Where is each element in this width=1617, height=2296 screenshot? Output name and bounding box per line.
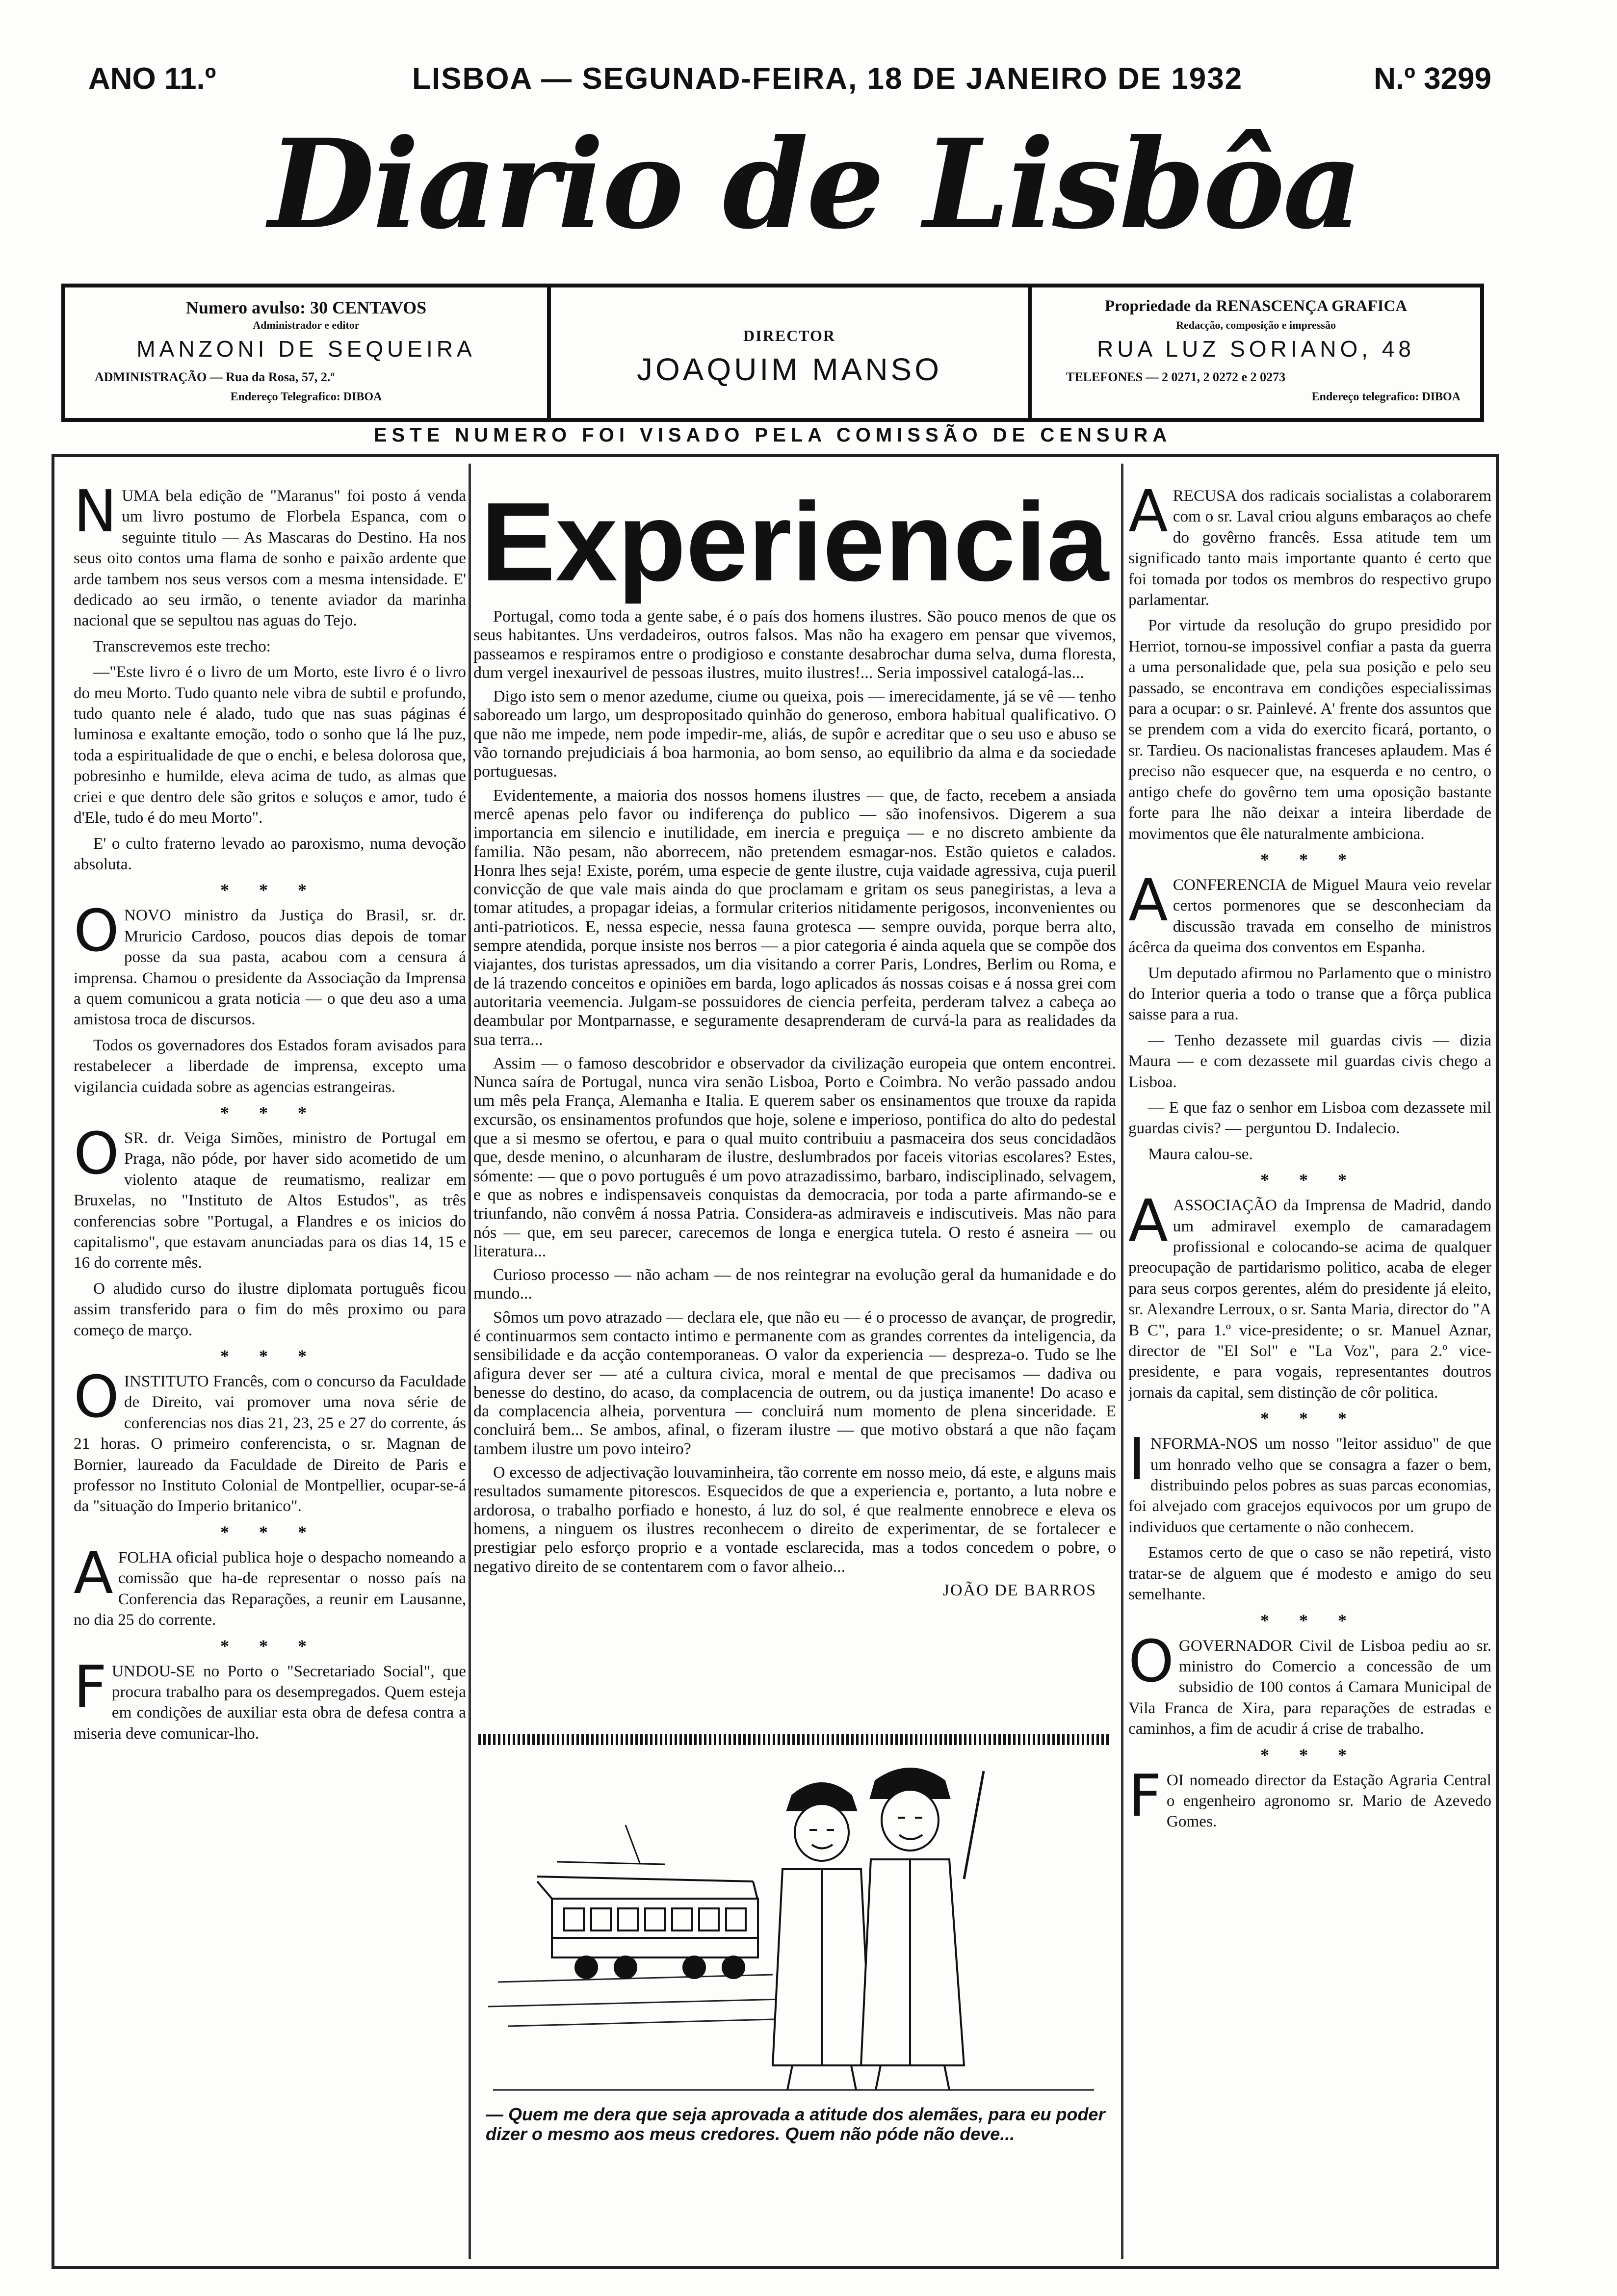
masthead-title: Diario de Lisbôa — [268, 112, 1361, 256]
cartoon-caption: — Quem me dera que seja aprovada a atitude dos alemães, para eu poder dizer o mesmo aos meus credores. Quem não póde não deve... — [486, 2104, 1105, 2144]
paragraph-text: Maura calou-se. — [1148, 1145, 1253, 1163]
administrator-role: Administrador e editor — [253, 319, 360, 331]
news-paragraph — [1128, 1097, 1491, 1139]
news-paragraph — [1128, 1761, 1491, 1832]
administration-address: ADMINISTRAÇÃO — Rua da Rosa, 57, 2.º — [95, 370, 335, 384]
info-left-panel — [65, 287, 551, 418]
editorial-paragraph: Digo isto sem o menor azedume, ciume ou queixa, pois — imerecidamente, já se vê — tenho saboreado um largo, um despropositado quinhão do generoso, embora habitual qualificativo. O que não me impede, nem pode impedir-me, aliás, de supôr e acreditar que o seu uso e abuso se vão tornando prejudiciais á boa harmonia, ao bom senso, ao equilibrio da alma e da sociedade portuguesas. — [473, 687, 1116, 781]
issue-number: N.º 3299 — [1374, 62, 1491, 96]
paragraph-text: OI nomeado director da Estação Agraria Central o engenheiro agronomo sr. Mario de Azevedo Gomes. — [1166, 1771, 1491, 1831]
section-separator: * * * — [220, 1636, 319, 1656]
section-separator: * * * — [1260, 849, 1359, 869]
paragraph-text: UMA bela edição de "Maranus" foi posto á venda um livro postumo de Florbela Espanca, com o seguinte titulo — As Mascaras do Destino. Ha nos seus oito contos uma flama de sonho e paixão ardente que arde tambem nos seus versos com a mesma intensidade. E' dedicado ao seu irmão, o tenente aviador da marinha nacional que se sepultou nas aguas do Tejo. — [74, 487, 466, 630]
drop-cap: A — [1128, 866, 1168, 934]
paragraph-text: GOVERNADOR Civil de Lisboa pediu ao sr. ministro do Comercio a concessão de um subsidio de 100 contos á Camara Municipal de Vila Franca de Xira, para reparações de estradas e caminhos, a fim de acudir á crise de trabalho. — [1128, 1636, 1491, 1738]
editorial-paragraph: Curioso processo — não acham — de nos reintegrar na evolução geral da humanidade e do mundo... — [473, 1266, 1116, 1303]
info-right-panel — [1032, 287, 1480, 418]
info-bar — [61, 284, 1484, 422]
paragraph-text: Todos os governadores dos Estados foram avisados para restabelecer a liberdade de imprensa, excepto uma vigilancia cuidada sobre as agencias estrangeiras. — [74, 1036, 466, 1096]
section-separator: * * * — [220, 1102, 319, 1122]
paragraph-text: ASSOCIAÇÃO da Imprensa de Madrid, dando um admiravel exemplo de camaradagem profissional e colocando-se acima de qualquer preocupação de partidarismo politico, acaba de eleger para seus corpos gerentes, além do presidente já eleito, sr. Alexandre Lerroux, o sr. Santa Maria, director do "A B C", para 1.º vice-presidente; o sr. Manuel Aznar, director de "El Sol" e "La Voz", para 2.º vice-presidente, e para vogais, representantes doutros jornais da capital, sem distinção de côr politica. — [1128, 1196, 1491, 1402]
news-paragraph — [1128, 1627, 1491, 1740]
paragraph-text: NFORMA-NOS um nosso "leitor assiduo" de que um honrado velho que se consagra a fazer o bem, distribuindo pelos pobres as suas parcas economias, foi alvejado com gracejos equivocos por um grupo de individuos que certamente o não conhecem. — [1128, 1435, 1491, 1536]
paragraph-text: E' o culto fraterno levado ao paroxismo, numa devoção absoluta. — [74, 834, 466, 873]
paragraph-text: CONFERENCIA de Miguel Maura veio revelar certos pormenores que se desconheciam da discussão travada em conselho de ministros ácêrca da queima dos conventos em Espanha. — [1128, 875, 1491, 957]
section-separator: * * * — [220, 1346, 319, 1366]
news-paragraph — [1128, 615, 1491, 844]
top-dateline-bar — [88, 61, 1491, 101]
editorial-headline: Experiencia — [480, 486, 1109, 604]
drop-cap: A — [1128, 1187, 1168, 1255]
news-paragraph — [74, 1652, 466, 1745]
section-separator: * * * — [1260, 1745, 1359, 1765]
drop-cap: A — [1128, 486, 1168, 545]
figure-right-man — [861, 1769, 984, 2090]
drop-cap: O — [74, 1119, 119, 1187]
section-separator: * * * — [220, 880, 319, 900]
editorial-paragraph: Evidentemente, a maioria dos nossos homens ilustres — que, de facto, recebem a ansiada mercê apenas pelo favor ou indiferença do publico — são inofensivos. Digerem a sua importancia em silencio e inutilidade, em inercia e preguiça — e no discreto ambiente da familia. Não pesam, não aborrecem, não pretendem esmagar-nos. Estão quietos e calados. Honra lhes seja! Existe, porém, uma especie de gente ilustre, cuja vaidade agressiva, cuja pueril convicção de que vale mais ainda do que proclamam e gritam os seus panegiristas, a leva a tomar atitudes, a propagar ideias, a formular criterios nitidamente perigosos, inconvenientes ou anti-patrioticos. E, nessa especie, nessa fauna grotesca — sempre ouvida, porque berra alto, sempre atendida, porque insiste nos berros — a pior categoria é ainda aquela que se compõe dos viajantes, dos turistas apressados, um dia visitando a correr Paris, Londres, Berlim ou Roma, e de lá trazendo conceitos e opiniões em barda, logo aplicados ás nossas coisas e á nossa grei com autoritaria veemencia. Julgam-se possuidores de ciencia perfeita, perderam talvez a cabeça ao deambular por Montparnasse, e seguramente desaprenderam de curvá-la para as realidades da sua terra... — [473, 786, 1116, 1049]
section-separator: * * * — [220, 1522, 319, 1542]
news-paragraph — [74, 1035, 466, 1097]
editorial-column — [473, 486, 1116, 1727]
column-rule-left — [469, 464, 471, 2259]
telegraph-address-left: Endereço Telegrafico: DIBOA — [230, 391, 382, 403]
paragraph-text: Transcrevemos este trecho: — [93, 637, 271, 655]
paragraph-text: FOLHA oficial publica hoje o despacho nomeando a comissão que ha-de representar o nosso país na Conferencia das Reparações, a reunir em Lausanne, no dia 25 do corrente. — [74, 1548, 466, 1629]
column-rule-right — [1121, 464, 1123, 2259]
news-paragraph — [1128, 1144, 1491, 1165]
news-paragraph — [74, 1363, 466, 1517]
cartoon-illustration — [478, 1751, 1109, 2095]
editorial-signature: JOÃO DE BARROS — [942, 1581, 1096, 1599]
news-paragraph — [1128, 866, 1491, 958]
news-paragraph — [1128, 1187, 1491, 1403]
news-paragraph — [1128, 1030, 1491, 1093]
editorial-body — [473, 607, 1116, 1576]
news-paragraph — [74, 1539, 466, 1631]
drop-cap: F — [74, 1652, 107, 1721]
paragraph-text: RECUSA dos radicais socialistas a colaborarem com o sr. Laval criou alguns embaraços ao chefe do govêrno francês. Essa atitude tem um significado tanto mais importante quanto é certo que foi tomada por todos os membros do respectivo grupo parlamentar. — [1128, 487, 1491, 609]
news-paragraph — [74, 897, 466, 1030]
phone-numbers: TELEFONES — 2 0271, 2 0272 e 2 0273 — [1066, 370, 1286, 384]
paragraph-text: O aludido curso do ilustre diplomata português ficou assim transferido para o fim do mês proximo ou para começo de março. — [74, 1279, 466, 1339]
news-paragraph — [1128, 963, 1491, 1025]
news-paragraph — [1128, 1425, 1491, 1538]
news-paragraph — [1128, 1542, 1491, 1605]
drop-cap: O — [74, 897, 119, 965]
news-paragraph — [1128, 486, 1491, 610]
editorial-paragraph: Assim — o famoso descobridor e observador da civilização europeia que ontem encontrei. Nunca saíra de Portugal, nunca vira senão Lisboa, Porto e Coimbra. No verão passado andou um mês pela França, Alemanha e Italia. E querem saber os ensinamentos que trouxe da rapida excursão, os ensinamentos profundos que hoje, solene e imperioso, pontifica do alto do pedestal que a si mesmo se ofertou, e para o qual muito contribuiu a pasmaceira dos seus concidadãos que, desde menino, o alcunharam de ilustre, deslumbrados por faceis vitorias escolares? Estes, sómente: — que o povo português é um povo atrazadissimo, barbaro, indisciplinado, selvagem, e que as nobres e indispensaveis conquistas da democracia, por toda a parte afirmando-se e triunfando, não convêm á nossa Patria. Considera-as admiraveis e indiscutiveis. Mas não para nós — que, em seu parecer, carecemos de longa e energica tutela. O resto é asneira — ou literatura... — [473, 1054, 1116, 1260]
editorial-paragraph: O excesso de adjectivação louvaminheira, tão corrente em nosso meio, dá este, e alguns mais resultados sumamente pitorescos. Esquecidos de que a experiencia e, portanto, a luta nobre e ardorosa, o trabalho porfiado e honesto, á luz do sol, é que realmente ennobrece e eleva os homens, a ninguem os ilustres reconhecem o direito de experimentar, de se fortalecer e prestigiar pelo esforço proprio e a vontade esclarecida, mas a todos concedem o pobre, o negativo direito de se contentarem com o favor alheio... — [473, 1463, 1116, 1576]
director-role: DIRECTOR — [743, 327, 835, 344]
section-separator: * * * — [1260, 1610, 1359, 1630]
paragraph-text: Um deputado afirmou no Parlamento que o ministro do Interior queria a todo o transe que a fôrça publica saisse para a rua. — [1128, 964, 1491, 1024]
news-paragraph — [74, 1278, 466, 1341]
owner-line: Propriedade da RENASCENÇA GRAFICA — [1104, 297, 1408, 315]
paragraph-text: — E que faz o senhor em Lisboa com dezassete mil guardas civis? — perguntou D. Indalecio. — [1128, 1098, 1491, 1138]
cartoon-divider — [478, 1734, 1109, 1745]
year-label: ANO 11.º — [88, 62, 216, 96]
news-paragraph — [74, 1119, 466, 1274]
news-paragraph — [74, 834, 466, 875]
section-separator: * * * — [1260, 1409, 1359, 1429]
right-news-column — [1128, 486, 1491, 2252]
drop-cap: O — [74, 1363, 119, 1431]
editorial-paragraph: Portugal, como toda a gente sabe, é o país dos homens ilustres. São pouco menos de que os seus habitantes. Uns verdadeiros, outros falsos. Mas não ha exagero em pensar que vivemos, passeamos e respiramos entre o prodigioso e constante desabrochar duma selva, duma floresta, dum vergel inexaurivel de pessoas ilustres, muito ilustres!... Seria impossivel catalogá-las... — [473, 607, 1116, 682]
news-paragraph — [74, 486, 466, 631]
tram-drawing — [537, 1825, 758, 1978]
section-separator: * * * — [1260, 1170, 1359, 1190]
office-address: RUA LUZ SORIANO, 48 — [1097, 336, 1415, 362]
news-paragraph — [74, 662, 466, 828]
drop-cap: F — [1128, 1761, 1162, 1829]
paragraph-text: — Tenho dezassete mil guardas civis — dizia Maura — e com dezassete mil guardas civis chego a Lisboa. — [1128, 1031, 1491, 1091]
drop-cap: I — [1128, 1425, 1146, 1493]
telegraph-address-right: Endereço telegrafico: DIBOA — [1311, 391, 1461, 403]
left-news-column — [74, 486, 466, 2252]
street-lines — [488, 1975, 792, 2026]
services-line: Redacção, composição e impressão — [1176, 319, 1336, 331]
drop-cap: A — [74, 1539, 113, 1607]
administrator-name: MANZONI DE SEQUEIRA — [136, 336, 476, 362]
paragraph-text: NOVO ministro da Justiça do Brasil, sr. dr. Mruricio Cardoso, poucos dias depois de tomar posse da sua pasta, acabou com a censura á imprensa. Chamou o presidente da Associação da Imprensa a quem comunicou a grata noticia — o que deu aso a uma amistosa troca de discursos. — [74, 906, 466, 1029]
drop-cap: O — [1128, 1627, 1174, 1695]
drop-cap: N — [74, 486, 117, 545]
paragraph-text: SR. dr. Veiga Simões, ministro de Portugal em Praga, não póde, por haver sido acometido de um violento ataque de reumatismo, realizar em Bruxelas, no "Instituto de Altos Estudos", as três conferencias sobre "Portugal, a Flandres e os inicios do capitalismo", que estavam anunciadas para os dias 14, 15 e 16 do corrente mês. — [74, 1128, 466, 1272]
paragraph-text: Estamos certo de que o caso se não repetirá, visto tratar-se de alguem que é modesto e amigo do seu semelhante. — [1128, 1543, 1491, 1604]
info-director-panel — [551, 287, 1032, 418]
director-name: JOAQUIM MANSO — [636, 352, 942, 387]
news-paragraph — [74, 636, 466, 657]
paragraph-text: INSTITUTO Francês, com o concurso da Faculdade de Direito, vai promover uma nova série de conferencias nos dias 21, 23, 25 e 27 do corrente, ás 21 horas. O primeiro conferencista, o sr. Magnan de Bornier, laureado da Faculdade de Direito de Paris e professor no Instituto Colonial de Montpellier, ocupar-se-á da "situação do Imperio britanico". — [74, 1372, 466, 1515]
figure-left-man — [773, 1783, 871, 2090]
paragraph-text: Por virtude da resolução do grupo presidido por Herriot, tornou-se impossivel confiar a pasta da guerra a uma personalidade que, pela sua posição e pelo seu passado, se encontrava em condições especialissimas para a ocupar: o sr. Painlevé. A' frente dos assuntos que se prendem com a vida do exercito ficará, portanto, o sr. Tardieu. Os nacionalistas franceses aplaudem. Mas é preciso não esquecer que, na esquerda e no centro, o antigo chefe do govêrno tem uma oposição bastante forte para lhe não deixar a inteira liberdade de movimentos que êle naturalmente ambiciona. — [1128, 616, 1491, 843]
paragraph-text: —"Este livro é o livro de um Morto, este livro é o livro do meu Morto. Tudo quanto nele vibra de subtil e profundo, tudo quanto nele é alado, tudo que nas suas páginas é luminosa e exaltante emoção, todo o sonho que lá lhe puz, toda a espiritualidade de que o enchi, e belesa dolorosa que, pobresinho e humilde, eleva acima de tudo, as almas que criei e que dentro dele são gritos e soluços e amor, tudo é d'Ele, tudo é do meu Morto". — [74, 663, 466, 827]
dateline: LISBOA — SEGUNAD-FEIRA, 18 DE JANEIRO DE 1932 — [412, 62, 1243, 96]
paragraph-text: UNDOU-SE no Porto o "Secretariado Social", que procura trabalho para os desempregados. Quem esteja em condições de auxiliar esta obra de defesa contra a miseria deve comunicar-lho. — [74, 1662, 466, 1743]
editorial-paragraph: Sômos um povo atrazado — declara ele, que não eu — é o processo de avançar, de progredir, é continuarmos sem contacto intimo e permanente com as grandes correntes da inteligencia, da sensibilidade e da acção contemporaneas. O valor da experiencia — despreza-o. Tudo se lhe afigura dever ser — até a cultura civica, moral e mental de que precisamos — dadiva ou benesse do destino, do acaso, da complacencia de outrem, ou da justiça imanente! Do acaso e da complacencia alheia, porventura — concluirá num momento de plena sinceridade. E concluirá bem... Se ambos, afinal, o fizeram ilustre — que motivo obstará a que não façam tambem ilustre um povo inteiro? — [473, 1308, 1116, 1458]
censorship-notice: ESTE NUMERO FOI VISADO PELA COMISSÃO DE CENSURA — [373, 424, 1172, 446]
price-line: Numero avulso: 30 CENTAVOS — [185, 298, 427, 317]
